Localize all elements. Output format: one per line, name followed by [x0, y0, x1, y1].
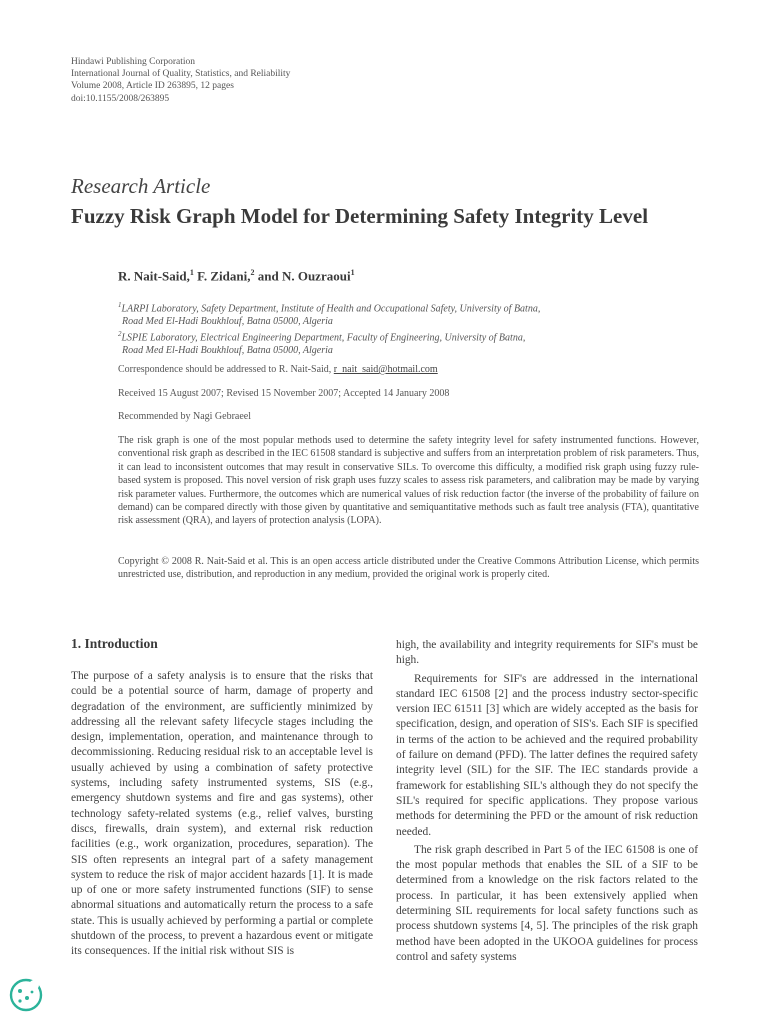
cookie-settings-icon[interactable]: [9, 978, 43, 1012]
article-type: Research Article: [71, 174, 211, 198]
affiliation-1-address: Road Med El-Hadi Boukhlouf, Batna 05000, Algeria: [122, 315, 333, 327]
author-1-affil: 1: [189, 268, 194, 277]
author-1: R. Nait-Said,: [118, 268, 190, 284]
affiliation-1-line1: LARPI Laboratory, Safety Department, Institute of Health and Occupational Safety, University of Batna,: [121, 303, 541, 315]
email-link[interactable]: r_nait_said@hotmail.com: [333, 364, 438, 375]
volume-info: Volume 2008, Article ID 263895, 12 pages: [71, 81, 234, 92]
affiliation-2: [118, 328, 738, 345]
paper-title: Fuzzy Risk Graph Model for Determining Safety Integrity Level: [71, 204, 649, 228]
copyright-notice: Copyright © 2008 R. Nait-Said et al. This is an open access article distributed under the Creative Commons Attribution License, which permits unrestricted use, distribution, and reproduction in any medium, provided the original work is properly cited.: [118, 556, 699, 581]
intro-paragraph-continued: high, the availability and integrity requirements for SIF's must be high.: [396, 639, 698, 667]
intro-paragraph-2: Requirements for SIF's are addressed in the international standard IEC 61508 [2] and the process industry sector-specific version IEC 61511 [3] which are widely accepted as the basis for specification, design, and operation of SIS's. Each SIF is specified in terms of the action to be achieved and the required probability of failure on demand (PFD). The latter defines the required safety integrity level (SIL) for the SIF. The IEC standards provide a framework for establishing SIL's although they do not specify the SIL's required for specific applications. They propose various methods for determining the PFD or the amount of risk reduction needed.: [396, 672, 698, 838]
doi: doi:10.1155/2008/263895: [71, 93, 170, 104]
author-3: and N. Ouzraoui: [254, 268, 351, 284]
journal-header: [71, 56, 290, 105]
dates: Received 15 August 2007; Revised 15 November 2007; Accepted 14 January 2008: [118, 388, 450, 399]
author-2: F. Zidani,: [193, 268, 251, 284]
column-right: [396, 638, 698, 965]
recommended-by: Recommended by Nagi Gebraeel: [118, 411, 252, 422]
affiliation-2-marker: 2: [118, 330, 122, 339]
affiliation-1-marker: 1: [118, 301, 122, 309]
affiliations: [118, 299, 738, 358]
abstract: The risk graph is one of the most popular methods used to determine the safety integrity level for safety instrumented functions. However, conventional risk graph as described in the IEC 61508 standard is subjective and suffers from an interpretation problem of risk parameters. Thus, it can lead to inconsistent outcomes that may result in conservative SILs. To overcome this difficulty, a modified risk graph using fuzzy rule-based system is proposed. This novel version of risk graph uses fuzzy scales to assess risk parameters, and calibration may be made by varying risk parameter values. Furthermore, the outcomes which are numerical values of risk reduction factor (the inverse of the probability of failure on demand) can be compared directly with those given by quantitative and semiquantitative methods such as fault tree analysis (FTA), quantitative risk assessment (QRA), and layers of protection analysis (LOPA).: [118, 435, 699, 527]
author-list: [118, 268, 355, 284]
correspondence-text: Correspondence should be addressed to R. Nait-Said,: [118, 364, 334, 375]
affiliation-2-address: Road Med El-Hadi Boukhlouf, Batna 05000, Algeria: [122, 345, 333, 357]
publisher: Hindawi Publishing Corporation: [71, 57, 196, 67]
section-title: 1. Introduction: [71, 636, 158, 651]
author-3-affil: 1: [350, 268, 355, 277]
correspondence: [118, 364, 438, 375]
column-left: [71, 669, 373, 960]
journal-name: International Journal of Quality, Statistics, and Reliability: [71, 69, 291, 80]
intro-paragraph-3: The risk graph described in Part 5 of the IEC 61508 is one of the most popular methods that enables the SIL of a SIF to be determined from a knowledge on the risk factors related to the process. In particular, it has been extensively applied when determining SIL requirements for local safety functions such as process shutdown systems [4, 5]. The principles of the risk graph method have been adopted in the UKOOA guidelines for process control and safety systems: [396, 843, 698, 963]
affiliation-2-line1: LSPIE Laboratory, Electrical Engineering Department, Faculty of Engineering, University of Batna,: [121, 332, 526, 344]
intro-paragraph-1: The purpose of a safety analysis is to ensure that the risks that could be a potential source of harm, damage of property and degradation of the environment, are sufficiently minimized by addressing all the relevant safety lifecycle stages including the design, implementation, operation, and maintenance through to decommissioning. Reducing residual risk to an acceptable level is usually achieved by using a combination of safety protective systems, including safety instrumented systems, SIS (e.g., emergency shutdown systems and fire and gas systems), other technology safety-related systems (e.g., relief valves, bursting discs, firewalls, drain system), and external risk reduction facilities (e.g., work organization, procedures, separation). The SIS often represents an integral part of a safety management system to reduce the risk of major accident hazards [1]. It is made up of one or more safety instrumented functions (SIF) to sense abnormal situations and automatically return the process to a safe state. This is usually achieved by performing a partial or complete shutdown of the process, to prevent a hazardous event or mitigate its consequences. If the initial risk without SIS is: [71, 670, 373, 958]
affiliation-1: [118, 299, 738, 316]
author-2-affil: 2: [250, 268, 255, 277]
